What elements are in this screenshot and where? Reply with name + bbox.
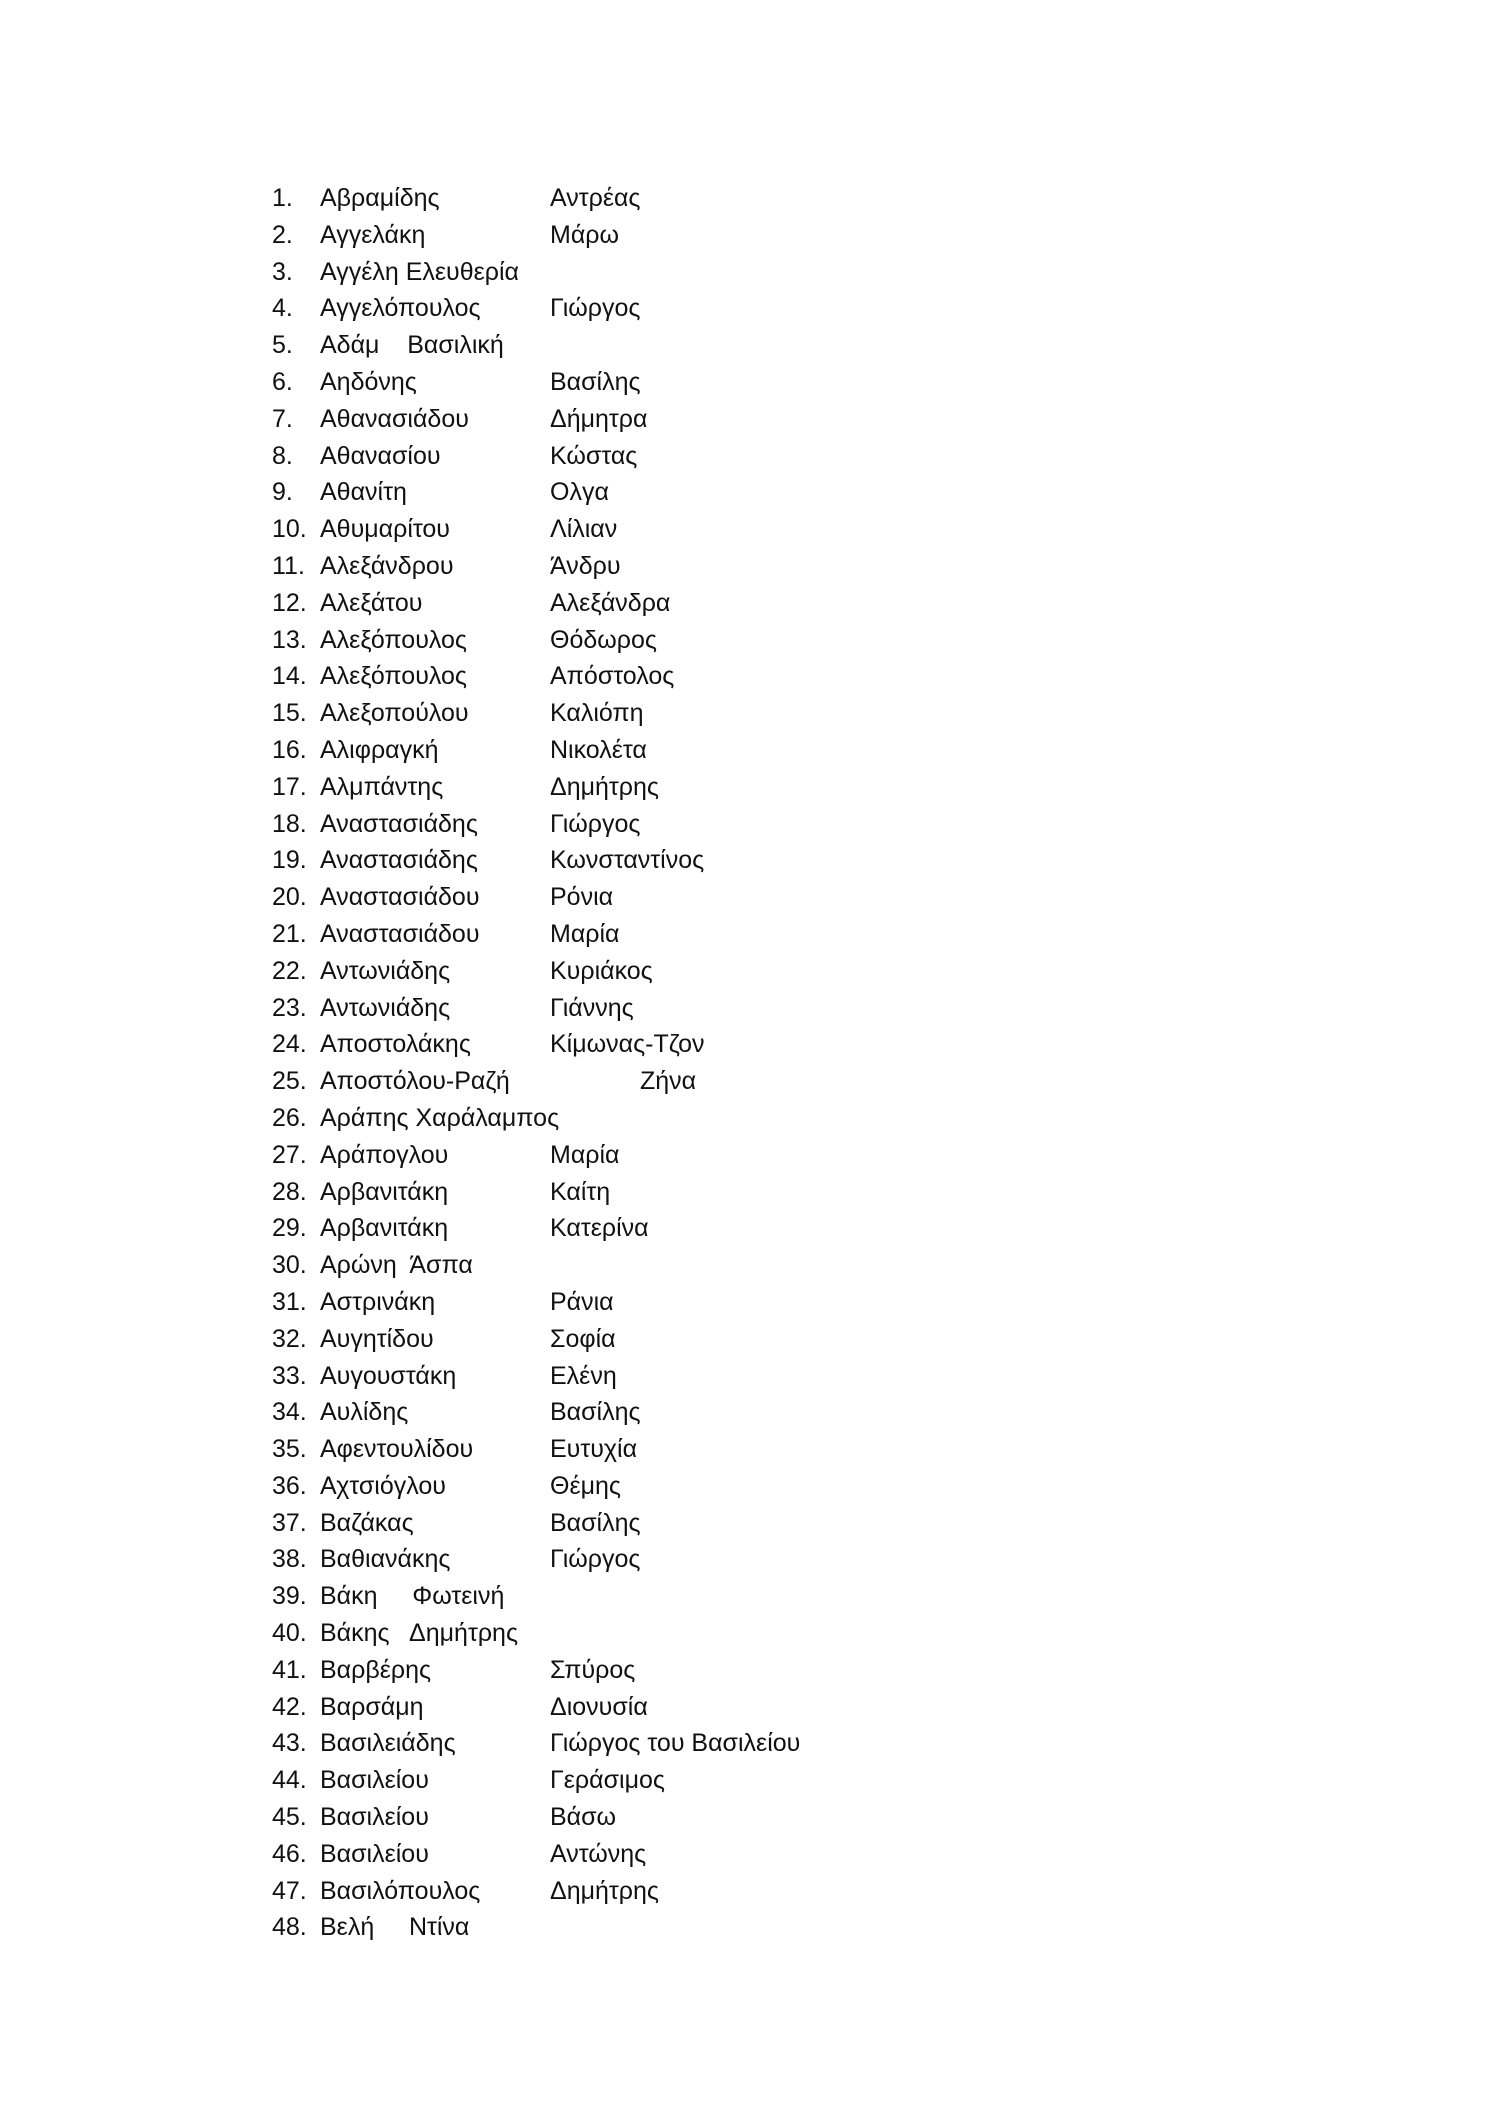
list-item-number: 8. bbox=[272, 441, 293, 470]
list-item-number: 19. bbox=[272, 846, 307, 875]
list-item-first-name: Γιάννης bbox=[550, 993, 634, 1022]
list-item-number: 35. bbox=[272, 1435, 307, 1464]
list-item-first-name: Νικολέτα bbox=[550, 735, 647, 764]
list-item-first-name: Άνδρυ bbox=[550, 551, 621, 580]
list-item-surname: Αντωνιάδης bbox=[320, 956, 451, 985]
list-item-number: 45. bbox=[272, 1803, 307, 1832]
list-item-number: 17. bbox=[272, 772, 307, 801]
list-item-first-name: Δημήτρης bbox=[550, 1876, 659, 1905]
list-item-first-name: Αλεξάνδρα bbox=[550, 588, 671, 617]
list-item-number: 14. bbox=[272, 662, 307, 691]
list-item-name: Βελή Ντίνα bbox=[320, 1913, 470, 1942]
list-item-first-name: Ολγα bbox=[550, 478, 609, 507]
list-item-surname: Αναστασιάδου bbox=[320, 883, 480, 912]
list-item-surname: Αλεξόπουλος bbox=[320, 662, 467, 691]
list-item-surname: Αυγητίδου bbox=[320, 1324, 434, 1353]
list-item-surname: Αλιφραγκή bbox=[320, 735, 439, 764]
list-item-first-name: Γιώργος bbox=[550, 294, 641, 323]
list-item-surname: Αποστόλου-Ραζή bbox=[320, 1067, 510, 1096]
list-item-number: 42. bbox=[272, 1692, 307, 1721]
list-item-first-name: Ελένη bbox=[550, 1361, 617, 1390]
list-item-surname: Αθανασίου bbox=[320, 441, 441, 470]
list-item-number: 21. bbox=[272, 919, 307, 948]
list-item-number: 6. bbox=[272, 367, 293, 396]
list-item-number: 16. bbox=[272, 735, 307, 764]
list-item-number: 3. bbox=[272, 257, 293, 286]
list-item-number: 13. bbox=[272, 625, 307, 654]
list-item-surname: Αρβανιτάκη bbox=[320, 1177, 449, 1206]
list-item-number: 27. bbox=[272, 1140, 307, 1169]
list-item-number: 10. bbox=[272, 515, 307, 544]
list-item-first-name: Ρόνια bbox=[550, 883, 614, 912]
list-item-first-name: Γιώργος bbox=[550, 1545, 641, 1574]
list-item-number: 30. bbox=[272, 1251, 307, 1280]
list-item-first-name: Αντώνης bbox=[550, 1839, 647, 1868]
list-item-first-name: Γεράσιμος bbox=[550, 1766, 665, 1795]
list-item-number: 7. bbox=[272, 404, 293, 433]
list-item-number: 29. bbox=[272, 1214, 307, 1243]
list-item-number: 44. bbox=[272, 1766, 307, 1795]
list-item-surname: Αυλίδης bbox=[320, 1398, 409, 1427]
list-item-first-name: Λίλιαν bbox=[550, 515, 618, 544]
list-item-surname: Αθανασιάδου bbox=[320, 404, 469, 433]
list-item-surname: Αράπογλου bbox=[320, 1140, 449, 1169]
list-item-number: 4. bbox=[272, 294, 293, 323]
list-item-surname: Αναστασιάδης bbox=[320, 809, 478, 838]
list-item-surname: Αγγελάκη bbox=[320, 220, 426, 249]
list-item-surname: Αλεξάτου bbox=[320, 588, 423, 617]
list-item-surname: Βασιλείου bbox=[320, 1766, 429, 1795]
list-item-surname: Βαζάκας bbox=[320, 1508, 414, 1537]
list-item-number: 11. bbox=[272, 551, 305, 580]
list-item-number: 24. bbox=[272, 1030, 307, 1059]
list-item-name: Αρώνη Άσπα bbox=[320, 1251, 473, 1280]
list-item-number: 33. bbox=[272, 1361, 307, 1390]
list-item-first-name: Γιώργος του Βασιλείου bbox=[550, 1729, 801, 1758]
list-item-number: 34. bbox=[272, 1398, 307, 1427]
list-item-first-name: Βασίλης bbox=[550, 1508, 641, 1537]
list-item-surname: Αχτσιόγλου bbox=[320, 1471, 446, 1500]
list-item-surname: Βαρβέρης bbox=[320, 1655, 432, 1684]
list-item-surname: Αλεξάνδρου bbox=[320, 551, 454, 580]
list-item-surname: Βαρσάμη bbox=[320, 1692, 424, 1721]
list-item-first-name: Μαρία bbox=[550, 1140, 620, 1169]
list-item-surname: Αλεξόπουλος bbox=[320, 625, 467, 654]
list-item-surname: Αστρινάκη bbox=[320, 1287, 436, 1316]
list-item-first-name: Κώστας bbox=[550, 441, 638, 470]
list-item-surname: Αποστολάκης bbox=[320, 1030, 471, 1059]
list-item-first-name: Βασίλης bbox=[550, 1398, 641, 1427]
list-item-surname: Βασιλείου bbox=[320, 1839, 429, 1868]
list-item-number: 15. bbox=[272, 699, 307, 728]
list-item-first-name: Μαρία bbox=[550, 919, 620, 948]
list-item-surname: Αθυμαρίτου bbox=[320, 515, 450, 544]
list-item-number: 5. bbox=[272, 331, 293, 360]
list-item-first-name: Διονυσία bbox=[550, 1692, 648, 1721]
list-item-first-name: Δημήτρης bbox=[550, 772, 659, 801]
list-item-first-name: Ευτυχία bbox=[550, 1435, 638, 1464]
list-item-number: 40. bbox=[272, 1619, 307, 1648]
list-item-number: 43. bbox=[272, 1729, 307, 1758]
list-item-surname: Αλμπάντης bbox=[320, 772, 444, 801]
list-item-first-name: Κωνσταντίνος bbox=[550, 846, 705, 875]
list-item-number: 47. bbox=[272, 1876, 307, 1905]
list-item-first-name: Μάρω bbox=[550, 220, 620, 249]
list-item-number: 25. bbox=[272, 1067, 307, 1096]
list-item-surname: Αηδόνης bbox=[320, 367, 417, 396]
list-item-surname: Βαθιανάκης bbox=[320, 1545, 451, 1574]
list-item-name: Βάκης Δημήτρης bbox=[320, 1619, 518, 1648]
list-item-number: 18. bbox=[272, 809, 307, 838]
list-item-number: 9. bbox=[272, 478, 293, 507]
list-item-name: Αγγέλη Ελευθερία bbox=[320, 257, 519, 286]
list-item-first-name: Δήμητρα bbox=[550, 404, 648, 433]
list-item-first-name: Καλιόπη bbox=[550, 699, 644, 728]
list-item-number: 32. bbox=[272, 1324, 307, 1353]
list-item-surname: Αφεντουλίδου bbox=[320, 1435, 474, 1464]
list-item-first-name: Βάσω bbox=[550, 1803, 617, 1832]
list-item-first-name: Αντρέας bbox=[550, 184, 641, 212]
list-item-surname: Βασιλείου bbox=[320, 1803, 429, 1832]
list-item-number: 23. bbox=[272, 993, 307, 1022]
list-item-surname: Βασιλειάδης bbox=[320, 1729, 456, 1758]
list-item-number: 31. bbox=[272, 1287, 307, 1316]
list-item-surname: Αναστασιάδου bbox=[320, 919, 480, 948]
list-item-surname: Αβραμίδης bbox=[320, 184, 440, 212]
list-item-number: 36. bbox=[272, 1471, 307, 1500]
list-item-name: Αδάμ Βασιλική bbox=[320, 331, 504, 360]
list-item-surname: Αγγελόπουλος bbox=[320, 294, 481, 323]
list-item-surname: Αλεξοπούλου bbox=[320, 699, 469, 728]
list-item-number: 46. bbox=[272, 1839, 307, 1868]
list-item-first-name: Ζήνα bbox=[640, 1067, 697, 1096]
list-item-number: 1. bbox=[272, 184, 293, 212]
list-item-number: 12. bbox=[272, 588, 307, 617]
list-item-first-name: Απόστολος bbox=[550, 662, 675, 691]
list-item-number: 20. bbox=[272, 883, 307, 912]
list-item-number: 38. bbox=[272, 1545, 307, 1574]
list-item-number: 22. bbox=[272, 956, 307, 985]
list-item-number: 41. bbox=[272, 1655, 307, 1684]
list-item-surname: Αναστασιάδης bbox=[320, 846, 478, 875]
list-item-first-name: Κίμωνας-Τζον bbox=[550, 1030, 705, 1059]
list-item-surname: Αρβανιτάκη bbox=[320, 1214, 449, 1243]
list-item-first-name: Γιώργος bbox=[550, 809, 641, 838]
list-item-number: 2. bbox=[272, 220, 293, 249]
list-item-number: 39. bbox=[272, 1582, 307, 1611]
list-item-first-name: Θόδωρος bbox=[550, 625, 657, 654]
list-item-first-name: Καίτη bbox=[550, 1177, 611, 1206]
list-item-name: Βάκη Φωτεινή bbox=[320, 1582, 505, 1611]
list-item-number: 26. bbox=[272, 1103, 307, 1132]
list-item-number: 37. bbox=[272, 1508, 307, 1537]
list-item-first-name: Θέμης bbox=[550, 1471, 621, 1500]
list-item-surname: Βασιλόπουλος bbox=[320, 1876, 481, 1905]
list-item-surname: Αντωνιάδης bbox=[320, 993, 451, 1022]
list-item-first-name: Κυριάκος bbox=[550, 956, 653, 985]
list-item-number: 28. bbox=[272, 1177, 307, 1206]
list-item-first-name: Βασίλης bbox=[550, 367, 641, 396]
list-item-first-name: Σπύρος bbox=[550, 1655, 636, 1684]
list-item-first-name: Σοφία bbox=[550, 1324, 616, 1353]
list-item-name: Αράπης Χαράλαμπος bbox=[320, 1103, 560, 1132]
list-item-surname: Αυγουστάκη bbox=[320, 1361, 457, 1390]
list-item-first-name: Κατερίνα bbox=[550, 1214, 649, 1243]
list-item-number: 48. bbox=[272, 1913, 307, 1942]
list-item-first-name: Ράνια bbox=[550, 1287, 614, 1316]
list-item-surname: Αθανίτη bbox=[320, 478, 407, 507]
